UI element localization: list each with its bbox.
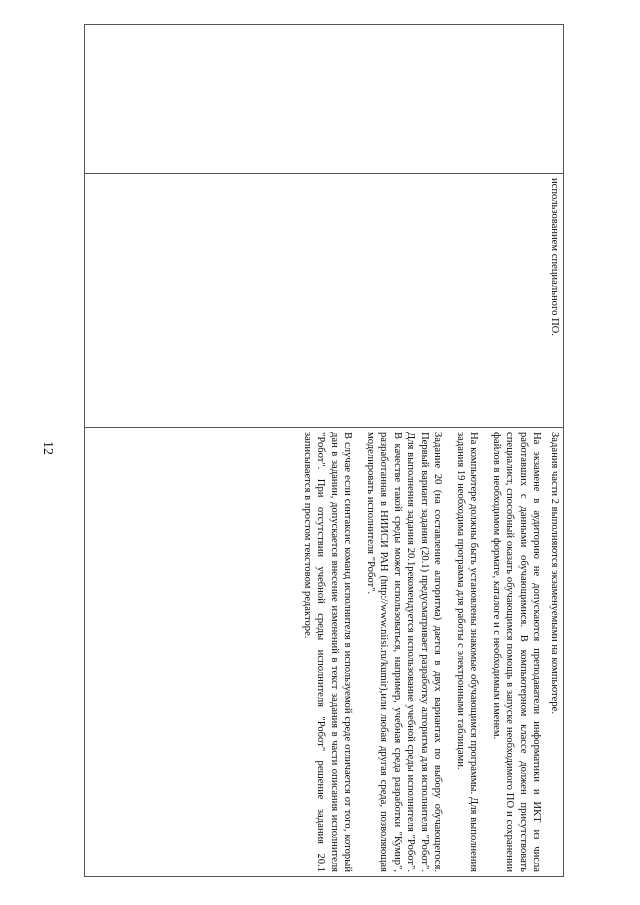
rotated-table-wrapper bbox=[84, 24, 564, 872]
paragraph: В случае если синтаксис команд исполнителя в используемой среде отличается от того, который дан в задании, допускается внесение изменений в текст задания в части описания исполнителя "Робот". При отсутствии учебной среды исполнителя "Робот" решение задания 20.1 записывается в простом текстовом редакторе. bbox=[302, 432, 354, 872]
paragraph: Задание 20 (на составление алгоритма) дается в двух вариантах по выбору обучающегося. Первый вариант задания (20.1) предусматривает разработку алгоритма для исполнителя "Робот". Для выполнения задания 20.1рекомендуется использование учебной среды исполнителя "Робот". В качестве такой среды может использоваться, например, учебная среда разработки "Кумир", разработанная в НИИСИ РАН (http://www.niisi.ru/kumir),или любая другая среда, позволяющая моделировать исполнителя "Робот". bbox=[365, 432, 444, 872]
table-cell-empty bbox=[85, 25, 564, 174]
table-cell-description bbox=[85, 428, 564, 877]
paragraph: Задания части 2 выполняются экзаменуемыми на компьютере. bbox=[549, 432, 560, 715]
requirements-table bbox=[84, 24, 564, 877]
page-number: 12 bbox=[40, 441, 55, 455]
paragraph: На экзамене в аудиторию не допускаются преподаватели информатики и ИКТ из числа работавших с данными обучающимися. В компьютерном классе должен присутствовать специалист, способный оказать обучающимся помощь в запуске необходимого ПО и сохранении файлов в необходимом формате, каталоге и с необходимым именем. bbox=[491, 432, 543, 872]
table-row bbox=[85, 25, 564, 877]
table-cell-topic: использованием специального ПО. bbox=[85, 174, 564, 428]
paragraph: На компьютере должны быть установлены знакомые обучающимся программы. Для выполнения задания 19 необходима программа для работы с электронными таблицами. bbox=[455, 432, 480, 872]
